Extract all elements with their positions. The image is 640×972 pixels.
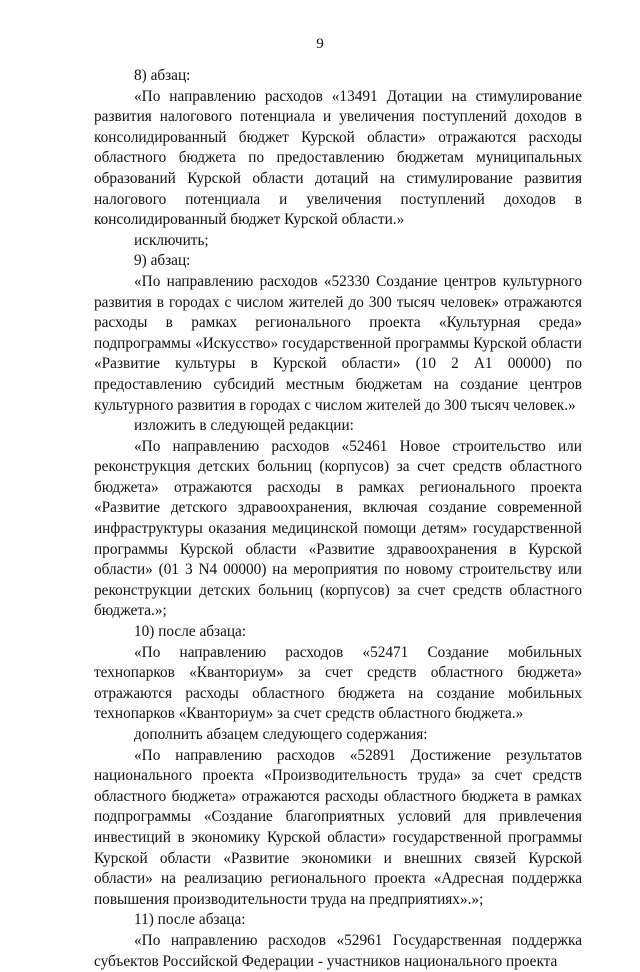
paragraph-exclude-label: исключить; <box>134 231 209 249</box>
paragraph-9-label: 9) абзац: <box>134 252 191 270</box>
paragraph-add-label: дополнить абзацем следующего содержания: <box>134 726 428 743</box>
paragraph-11-label: 11) после абзаца: <box>134 911 246 929</box>
document-body <box>94 66 582 972</box>
paragraph-52461-text: «По направлению расходов «52461 Новое строительство или реконструкция детских больниц (корпусов) за счет средств областного бюджета» отражаются расходы в рамках регионального проекта «Развитие детского здравоохранения, включая создание современной инфраструктуры оказания медицинской помощи детям» государственной программы Курской области «Развитие здравоохранения в Курской области» (01 3 N4 00000) на мероприятия по новому строительству или реконструкции детских больниц (корпусов) за счет средств областного бюджета.»; <box>94 437 582 620</box>
paragraph-52330-text: «По направлению расходов «52330 Создание центров культурного развития в городах с числом жителей до 300 тысяч человек» отражаются расходы в рамках регионального проекта «Культурная среда» подпрограммы «Искусство» государственной программы Курской области «Развитие культуры в Курской области» (10 2 A1 00000) по предоставлению субсидий местным бюджетам на создание центров культурного развития в городах с числом жителей до 300 тысяч человек.» <box>94 272 582 414</box>
paragraph-13491-text: «По направлению расходов «13491 Дотации на стимулирование развития налогового потенциала и увеличения поступлений доходов в консолидированный бюджет Курской области» отражаются расходы областного бюджета по предоставлению бюджетам муниципальных образований Курской области дотаций на стимулирование развития налогового потенциала и увеличения поступлений доходов в консолидированный бюджет Курской области.» <box>94 87 582 229</box>
paragraph-rewrite-label: изложить в следующей редакции: <box>134 417 354 435</box>
paragraph-52471-text: «По направлению расходов «52471 Создание мобильных технопарков «Кванториум» за счет средств областного бюджета» отражаются расходы областного бюджета на создание мобильных технопарков «Кванториум» за счет средств областного бюджета.» <box>94 643 582 723</box>
paragraph-8-label: 8) абзац: <box>134 67 191 84</box>
paragraph-10-label: 10) после абзаца: <box>134 623 247 641</box>
page-number: 9 <box>316 36 324 52</box>
paragraph-52891-text: «По направлению расходов «52891 Достижение результатов национального проекта «Производительность труда» за счет средств областного бюджета» отражаются расходы областного бюджета в рамках подпрограммы «Создание благоприятных условий для привлечения инвестиций в экономику Курской области» государственной программы Курской области «Развитие экономики и внешних связей Курской области» на реализацию регионального проекта «Адресная поддержка повышения производительности труда на предприятиях».»; <box>94 746 582 908</box>
paragraph-52961-text: «По направлению расходов «52961 Государственная поддержка субъектов Российской Федерации - участников национального проекта <box>94 931 582 970</box>
